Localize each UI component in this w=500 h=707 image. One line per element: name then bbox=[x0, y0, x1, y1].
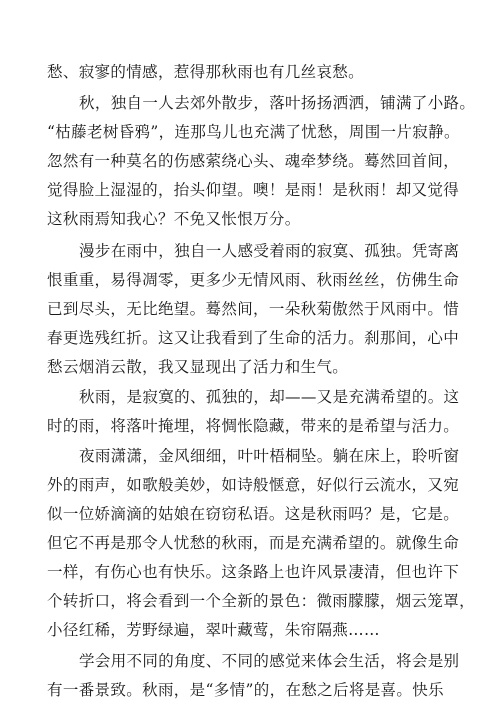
text-line: 有一番景致。秋雨，是“多情”的，在愁之后将是喜。快乐 bbox=[47, 681, 444, 699]
paragraph-first-line: 夜雨潇潇，金风细细，叶叶梧桐坠。躺在床上，聆听窗 bbox=[79, 447, 460, 465]
text-line: 小径红稀，芳野绿遍，翠叶藏莺，朱帘隔燕…… bbox=[47, 621, 380, 639]
text-line: 愁云烟消云散，我又显现出了活力和生气。 bbox=[47, 358, 349, 376]
paragraph-first-line: 秋雨，是寂寞的、孤独的，却——又是充满希望的。这 bbox=[79, 388, 460, 406]
text-line: 恨重重，易得凋零，更多少无情风雨、秋雨丝丝，仿佛生命 bbox=[47, 271, 460, 289]
text-line: 觉得脸上湿湿的，抬头仰望。噢！是雨！是秋雨！却又觉得 bbox=[47, 181, 460, 199]
text-line: 个转折口，将会看到一个全新的景色：微雨朦朦，烟云笼罩， bbox=[47, 592, 475, 610]
text-line: “枯藤老树昏鸦”，连那鸟儿也充满了忧愁，周围一片寂静。 bbox=[47, 123, 460, 141]
text-line: 外的雨声，如歌般美妙，如诗般惬意，好似行云流水，又宛 bbox=[47, 476, 460, 494]
text-line: 春更选残红折。这又让我看到了生命的活力。刹那间，心中 bbox=[47, 329, 460, 347]
text-line: 似一位娇滴滴的姑娘在窃窃私语。这是秋雨吗？是，它是。 bbox=[47, 505, 460, 523]
text-line: 已到尽头，无比绝望。蓦然间，一朵秋菊傲然于风雨中。惜 bbox=[47, 300, 460, 318]
paragraph-first-line: 学会用不同的角度、不同的感觉来体会生活，将会是别 bbox=[79, 652, 460, 670]
text-line: 但它不再是那令人忧愁的秋雨，而是充满希望的。就像生命 bbox=[47, 534, 460, 552]
text-line: 忽然有一种莫名的伤感萦绕心头、魂牵梦绕。蓦然回首间， bbox=[47, 152, 460, 170]
text-line: 一样，有伤心也有快乐。这条路上也许风景凄清，但也许下 bbox=[47, 563, 460, 581]
text-line: 时的雨，将落叶掩埋，将惆怅隐藏，带来的是希望与活力。 bbox=[47, 417, 460, 435]
paragraph-first-line: 漫步在雨中，独自一人感受着雨的寂寞、孤独。凭寄离 bbox=[79, 242, 460, 260]
text-line: 这秋雨焉知我心？不免又怅恨万分。 bbox=[47, 210, 301, 228]
paragraph-first-line: 秋，独自一人去郊外散步，落叶扬扬洒洒，铺满了小路。 bbox=[79, 94, 476, 112]
text-line: 愁、寂寥的情感，惹得那秋雨也有几丝哀愁。 bbox=[47, 63, 365, 81]
